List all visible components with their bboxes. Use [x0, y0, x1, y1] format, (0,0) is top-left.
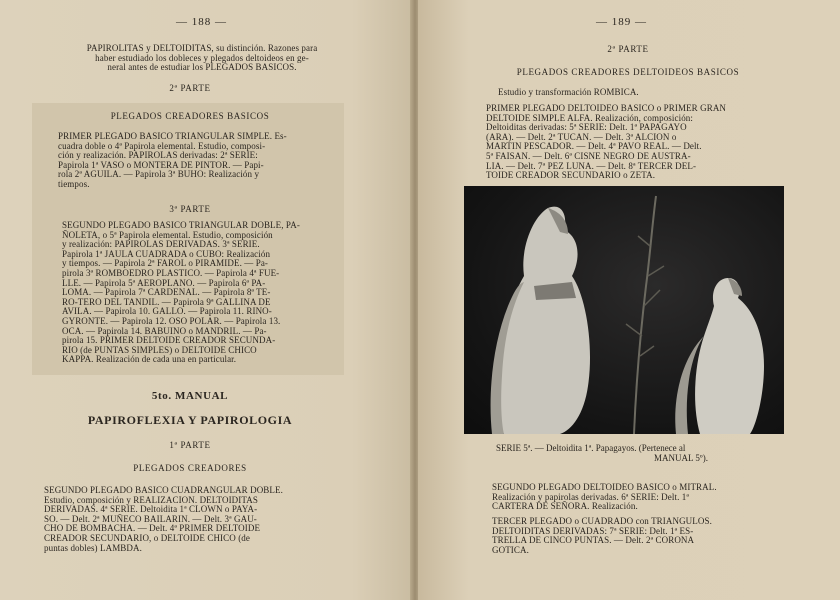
text-line: SERIE 5ª. — Deltoidita 1ª. Papagayos. (Pertenece al	[496, 443, 686, 453]
text-line: SEGUNDO PLEGADO DELTOIDEO BASICO o MITRAL.	[492, 482, 717, 492]
page-number-right: — 189 —	[596, 16, 647, 28]
text-line: MANUAL 5º).	[654, 453, 708, 463]
text-line: CARTERA DE SEÑORA. Realización.	[492, 501, 638, 512]
part-heading: 2ª PARTE	[607, 44, 649, 54]
text-line: y tiempos. — Papirola 2ª FAROL o PIRAMIDE. — Pa-	[62, 258, 269, 269]
text-line: tiempos.	[58, 178, 90, 189]
text-line: KAPPA. Realización de cada una en particular.	[62, 354, 237, 365]
text-line: Deltoiditas derivadas: 5ª SERIE: Delt. 1ª PAPAGAYO	[486, 122, 687, 133]
text-line: LLE. — Papirola 5ª AEROPLANO. — Papirola 6ª PA-	[62, 277, 266, 288]
text-line: SEGUNDO PLEGADO BASICO CUADRANGULAR DOBLE.	[44, 485, 283, 495]
manual-title: PAPIROFLEXIA Y PAPIROLOGIA	[87, 413, 293, 427]
text-line: haber estudiado los dobleces y plegados deltoideos en ge-	[95, 52, 309, 63]
intro-paragraph	[52, 44, 352, 73]
text-line: CREADOR SECUNDARIO, o DELTOIDE CHICO (de	[44, 532, 250, 543]
part-heading: 3ª PARTE	[169, 204, 211, 214]
text-line: neral antes de estudiar los PLEGADOS BASICOS.	[107, 62, 297, 73]
text-line: pirola 15. PRIMER DELTOIDE CREADOR SECUNDA-	[62, 335, 276, 346]
paragraph-tercer-plegado	[492, 517, 792, 555]
text-line: CHO DE BOMBACHA. — Delt. 4ª PRIMER DELTOIDE	[44, 523, 261, 534]
text-line: LOMA. — Papirola 7ª CARDENAL. — Papirola 8ª TE-	[62, 287, 271, 298]
text-line: y realización: PAPIROLAS DERIVADAS. 3ª SERIE.	[62, 239, 260, 250]
part-heading: 1ª PARTE	[169, 440, 211, 450]
text-line: Papirola 1ª VASO o MONTERA DE PINTOR. — Papi-	[58, 159, 264, 170]
text-line: LIA. — Delt. 7ª PEZ LUNA. — Delt. 8ª TERCER DEL-	[486, 160, 697, 171]
text-line: Papirola 1ª JAULA CUADRADA o CUBO: Realización	[62, 248, 271, 259]
text-line: DELTOIDE SIMPLE ALFA. Realización, composición:	[486, 112, 694, 123]
text-line: cuadra doble o 4ª Papirola elemental. Estudio, composi-	[58, 140, 266, 151]
paragraph-second-plegado	[62, 221, 342, 365]
section-title: PLEGADOS CREADORES	[133, 463, 247, 473]
photo-illustration	[464, 186, 784, 434]
text-line: SO. — Delt. 2ª MUÑECO BAILARIN. — Delt. 3ª GAU-	[44, 513, 257, 524]
text-line: SEGUNDO PLEGADO BASICO TRIANGULAR DOBLE, PA-	[62, 220, 300, 230]
section-title: PLEGADOS CREADORES BASICOS	[110, 111, 270, 121]
right-page	[418, 0, 840, 600]
paragraph-primer-deltoideo	[486, 104, 786, 181]
paragraph-segundo-deltoideo	[492, 483, 792, 512]
text-line: MARTIN PESCADOR. — Delt. 4ª PAVO REAL. — Delt.	[486, 141, 702, 152]
text-line: TOIDE CREADOR SECUNDARIO o ZETA.	[486, 170, 656, 181]
text-line: Realización y papirolas derivadas. 6ª SERIE: Delt. 1ª	[492, 491, 689, 502]
text-line: AVILA. — Papirola 10. GALLO. — Papirola 11. RINO-	[62, 306, 272, 317]
text-line: Estudio, composición y REALIZACION. DELTOIDITAS	[44, 494, 258, 505]
text-line: PRIMER PLEGADO DELTOIDEO BASICO o PRIMER GRAN	[486, 103, 727, 113]
text-line: PAPIROLITAS y DELTOIDITAS, su distinción. Razones para	[86, 43, 318, 53]
left-page	[0, 0, 414, 600]
text-line: PRIMER PLEGADO BASICO TRIANGULAR SIMPLE. Es-	[58, 131, 287, 141]
part-heading: 2ª PARTE	[169, 83, 211, 93]
text-line: TRELLA DE CINCO PUNTAS. — Delt. 2ª CORONA	[492, 535, 695, 546]
text-line: ÑOLETA, o 5ª Papirola elemental. Estudio, composición	[62, 229, 273, 240]
text-line: ción y realización. PAPIROLAS derivadas: 2ª SERIE:	[58, 150, 258, 161]
section-title: PLEGADOS CREADORES DELTOIDEOS BASICOS	[516, 67, 740, 77]
manual-heading: 5to. MANUAL	[151, 390, 229, 402]
text-line: pirola 3ª ROMBOEDRO PLASTICO. — Papirola 4ª FUE-	[62, 267, 280, 278]
text-line: (ARA). — Delt. 2ª TUCAN. — Delt. 3ª ALCION o	[486, 131, 677, 142]
text-line: RO-TERO DEL TANDIL. — Papirola 9ª GALLINA DE	[62, 296, 271, 307]
text-line: DELTOIDITAS DERIVADAS: 7ª SERIE: Delt. 1ª ES-	[492, 525, 694, 536]
text-line: RIO (de PUNTAS SIMPLES) o DELTOIDE CHICO	[62, 344, 257, 355]
study-line: Estudio y transformación ROMBICA.	[498, 87, 639, 97]
text-line: rola 2ª AGUILA. — Papirola 3ª BUHO: Realización y	[58, 169, 260, 180]
text-line: OCA. — Papirola 14. BABUINO o MANDRIL. — Pa-	[62, 325, 267, 336]
paragraph-first-plegado	[58, 132, 338, 190]
text-line: 5ª FAISAN. — Delt. 6ª CISNE NEGRO DE AUSTRA-	[486, 150, 691, 161]
text-line: TERCER PLEGADO o CUADRADO con TRIANGULOS.	[492, 516, 712, 526]
text-line: GOTICA.	[492, 544, 529, 555]
text-line: puntas dobles) LAMBDA.	[44, 542, 142, 553]
origami-parrots-photo	[464, 186, 784, 434]
text-line: DERIVADAS. 4ª SERIE. Deltoidita 1ª CLOWN o PAYA-	[44, 504, 258, 515]
text-line: GYRONTE. — Papirola 12. OSO POLAR. — Papirola 13.	[62, 315, 281, 326]
photo-caption	[496, 443, 796, 463]
page-number-left: — 188 —	[176, 16, 227, 28]
paragraph-cuadrangular	[44, 486, 334, 553]
